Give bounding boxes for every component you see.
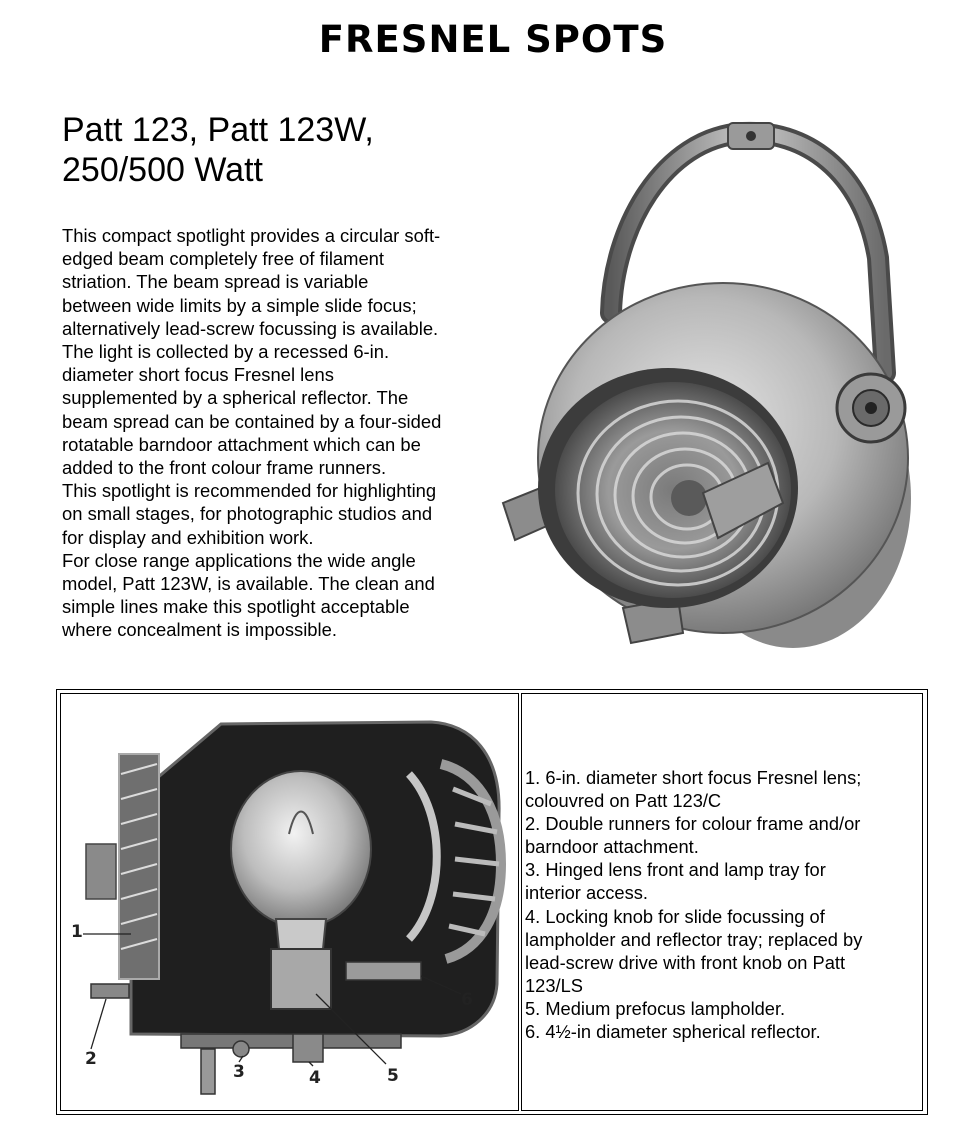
callout-2: 2 (85, 1049, 97, 1069)
parts-list-line: 123/LS (525, 974, 583, 996)
subtitle-line: 250/500 Watt (62, 151, 263, 189)
description-line: alternatively lead-screw focussing is available. (62, 317, 439, 339)
description-line: diameter short focus Fresnel lens (62, 364, 334, 386)
description-line: where concealment is impossible. (62, 619, 337, 641)
parts-list-line: 4. Locking knob for slide focussing of (525, 905, 825, 927)
description-line: simple lines make this spotlight acceptable (62, 596, 410, 618)
description-line: edged beam completely free of filament (62, 248, 385, 270)
product-description (62, 224, 494, 642)
description-line: beam spread can be contained by a four-sided (62, 410, 442, 432)
product-subtitle (62, 110, 482, 190)
description-line: supplemented by a spherical reflector. The (62, 387, 409, 409)
description-line: on small stages, for photographic studios and (62, 503, 433, 525)
cutaway-diagram (61, 694, 518, 1110)
parts-list-line: 3. Hinged lens front and lamp tray for (525, 859, 826, 881)
description-line: model, Patt 123W, is available. The clean and (62, 573, 435, 595)
callout-1: 1 (71, 922, 83, 942)
callout-6: 6 (461, 990, 473, 1010)
description-line: rotatable barndoor attachment which can be (62, 433, 421, 455)
parts-list-line: 5. Medium prefocus lampholder. (525, 997, 786, 1019)
parts-list-line: interior access. (525, 882, 648, 904)
parts-list-line: 6. 4½-in diameter spherical reflector. (525, 1021, 821, 1043)
parts-list-line: lampholder and reflector tray; replaced by (525, 928, 863, 950)
description-line: striation. The beam spread is variable (62, 271, 369, 293)
description-line: added to the front colour frame runners. (62, 457, 387, 479)
description-line: between wide limits by a simple slide focus; (62, 294, 417, 316)
callout-5: 5 (387, 1066, 399, 1086)
subtitle-line: Patt 123, Patt 123W, (62, 111, 374, 149)
parts-list-line: lead-screw drive with front knob on Patt (525, 951, 846, 973)
parts-list (525, 766, 921, 1043)
callout-3: 3 (233, 1062, 245, 1082)
cutaway-diagram-cell (60, 693, 519, 1111)
parts-list-line: barndoor attachment. (525, 836, 699, 858)
parts-list-line: 2. Double runners for colour frame and/or (525, 813, 861, 835)
description-line: This spotlight is recommended for highlighting (62, 480, 437, 502)
callout-4: 4 (309, 1068, 321, 1088)
spotlight-photo (493, 108, 935, 660)
parts-list-line: 1. 6-in. diameter short focus Fresnel lens; (525, 767, 862, 788)
parts-list-line: colouvred on Patt 123/C (525, 790, 722, 812)
description-line: for display and exhibition work. (62, 526, 314, 548)
description-line: For close range applications the wide angle (62, 549, 416, 571)
description-line: This compact spotlight provides a circular soft- (62, 225, 441, 246)
page-title: FRESNEL SPOTS (318, 18, 668, 61)
description-line: The light is collected by a recessed 6-in. (62, 341, 390, 363)
